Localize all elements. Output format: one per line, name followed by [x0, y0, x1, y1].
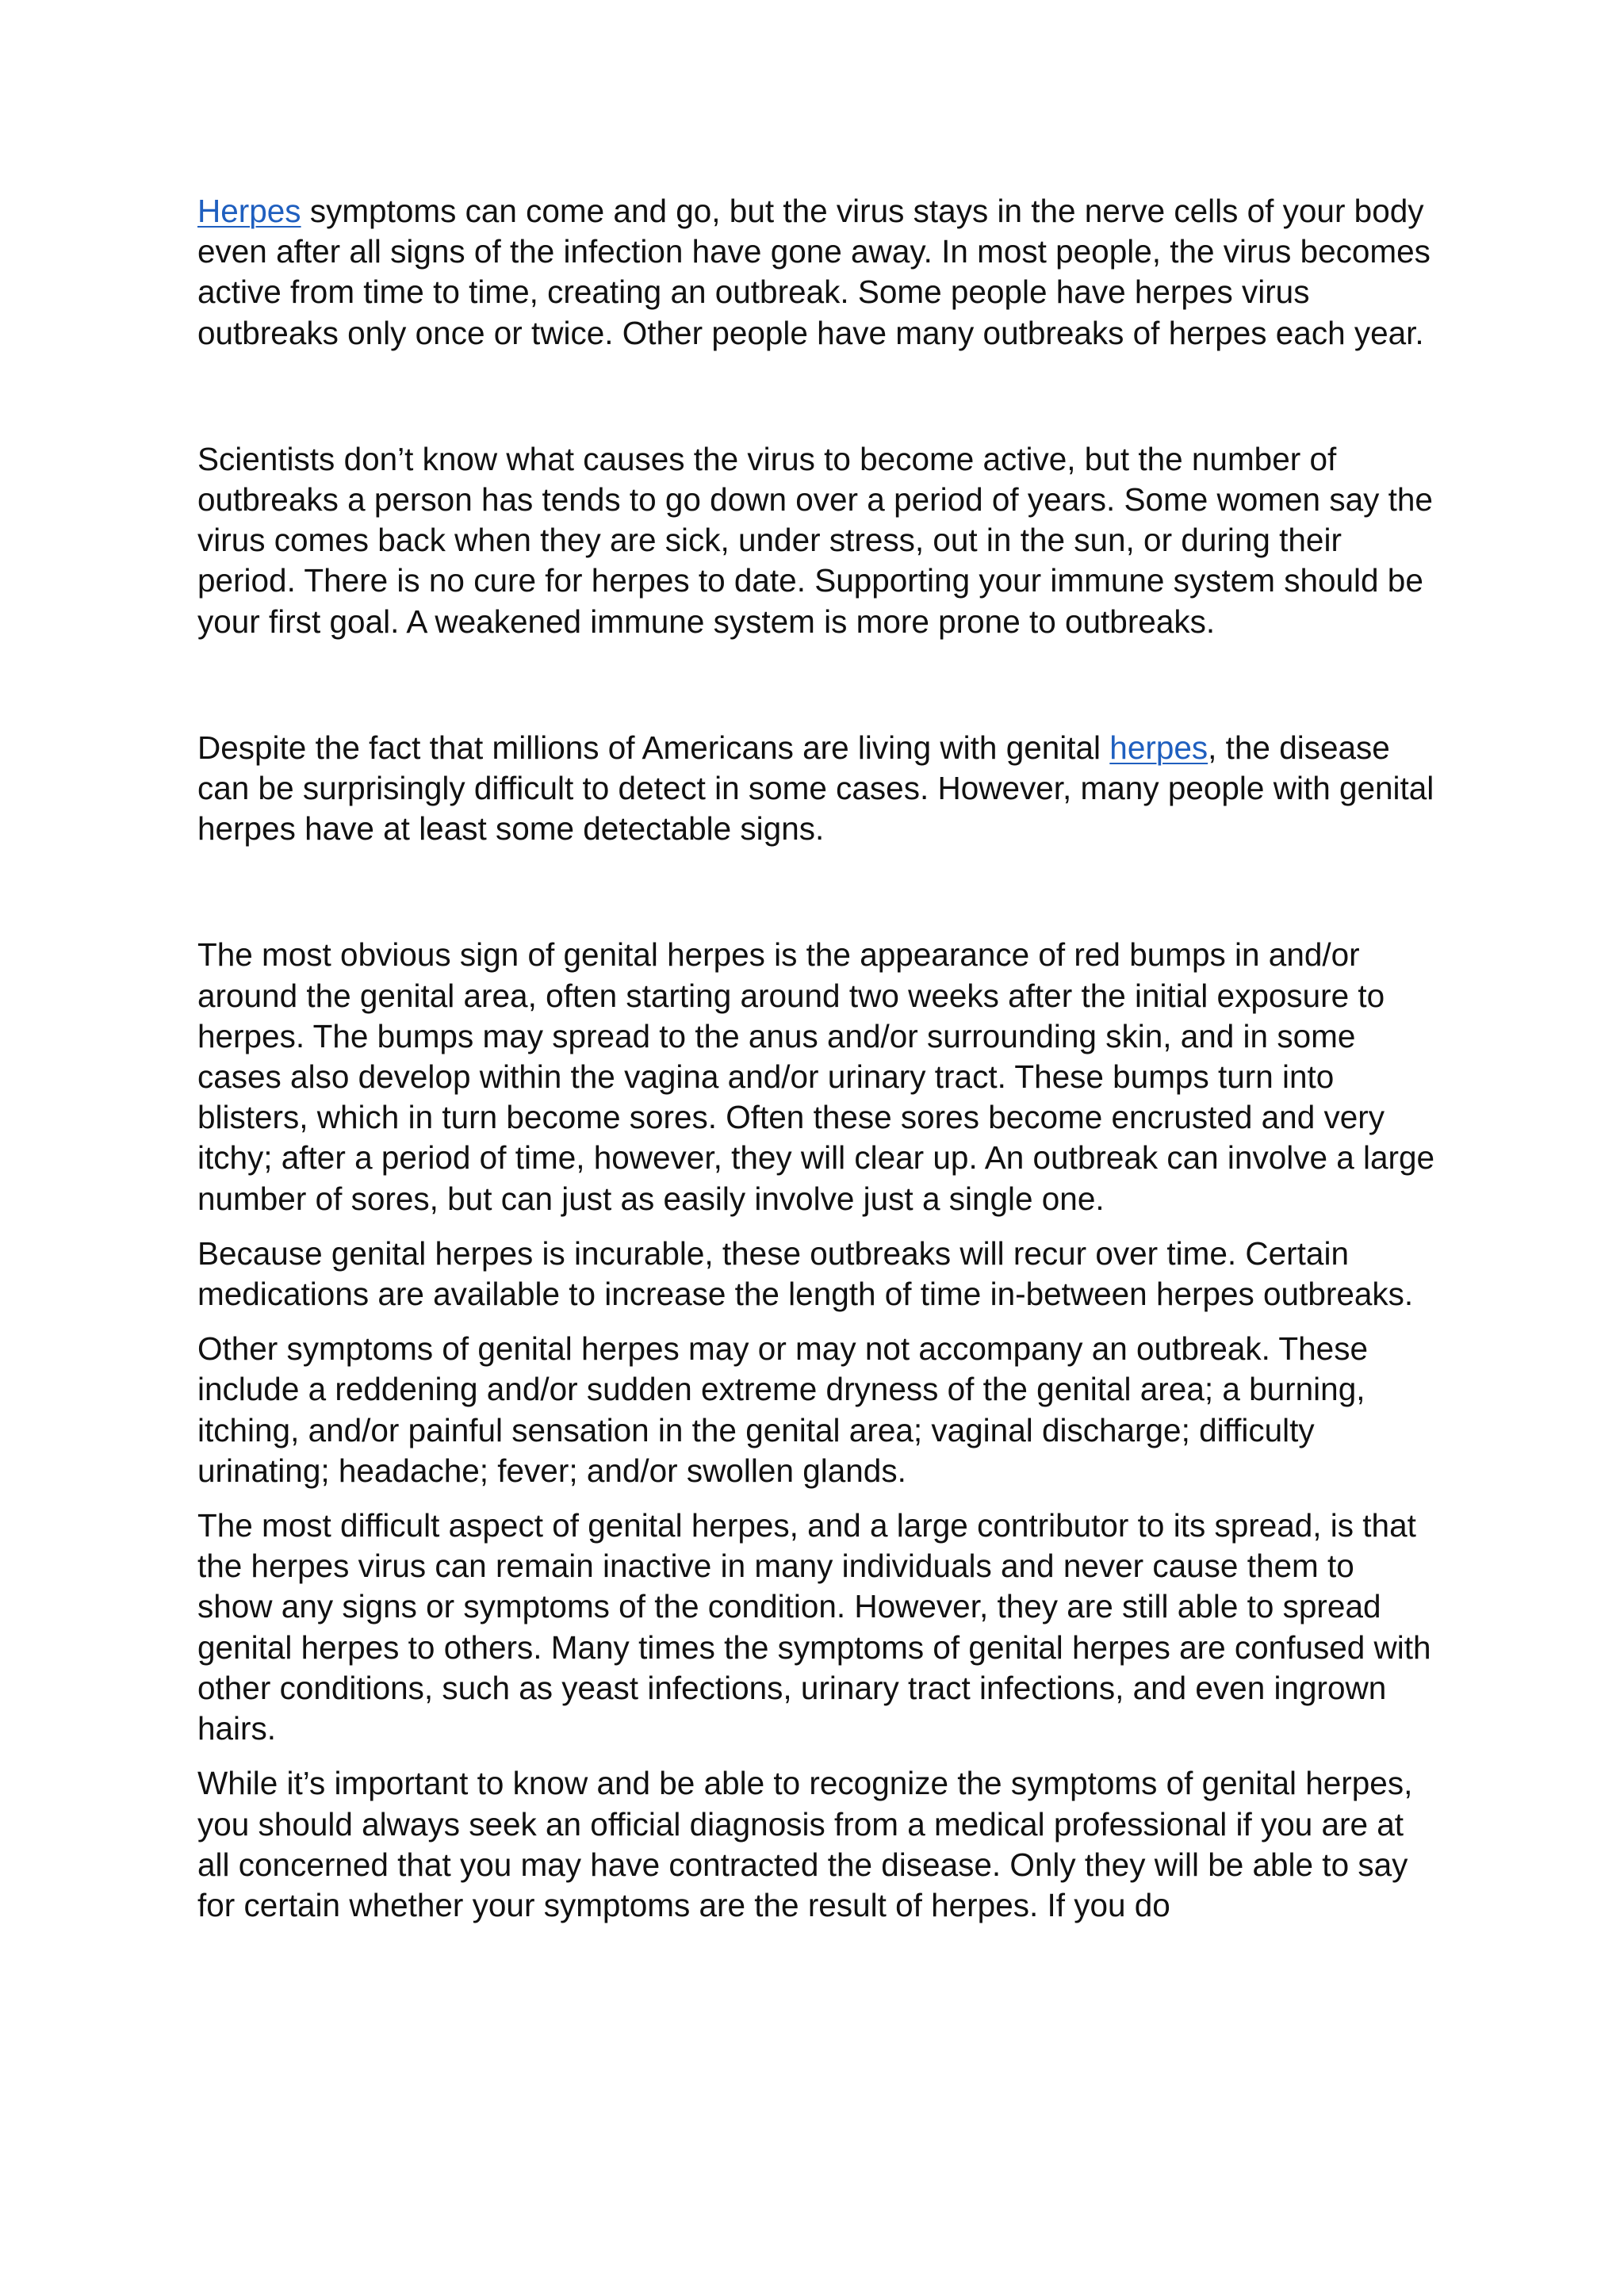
paragraph-8-text: While it’s important to know and be able to recognize the symptoms of genital herpes, you should always seek an official diagnosis from a medical professional if you are at all concerned that you may have contracted the disease. Only they will be able to say for certain whether your symptoms are the result of herpes. If you do: [197, 1765, 1413, 1923]
paragraph-7-text: The most difficult aspect of genital herpes, and a large contributor to its spread, is that the herpes virus can remain inactive in many individuals and never cause them to show any signs or symptoms of the condition. However, they are still able to spread genital herpes to others. Many times the symptoms of genital herpes are confused with other conditions, such as yeast infections, urinary tract infections, and even ingrown hairs.: [197, 1507, 1431, 1747]
paragraph-4-text: The most obvious sign of genital herpes is the appearance of red bumps in and/or around the genital area, often starting around two weeks after the initial exposure to herpes. The bumps may spread to the anus and/or surrounding skin, and in some cases also develop within the vagina and/or urinary tract. These bumps turn into blisters, which in turn become sores. Often these sores become encrusted and very itchy; after a period of time, however, they will clear up. An outbreak can involve a large number of sores, but can just as easily involve just a single one.: [197, 936, 1435, 1217]
paragraph-spacer: [197, 1749, 1436, 1763]
paragraph-2-text: Scientists don’t know what causes the virus to become active, but the number of outbreaks a person has tends to go down over a period of years. Some women say the virus comes back when they are sick, under stress, out in the sun, or during their period. There is no cure for herpes to date. Supporting your immune system should be your first goal. A weakened immune system is more prone to outbreaks.: [197, 440, 1433, 640]
paragraph-spacer: [197, 1314, 1436, 1329]
paragraph-spacer: [197, 642, 1436, 728]
paragraph-3: [197, 728, 1436, 850]
paragraph-1: [197, 191, 1436, 354]
paragraph-5-text: Because genital herpes is incurable, these outbreaks will recur over time. Certain medications are available to increase the length of time in-between herpes outbreaks.: [197, 1234, 1414, 1313]
paragraph-spacer: [197, 1219, 1436, 1234]
paragraph-5: [197, 1234, 1436, 1314]
paragraph-2: [197, 439, 1436, 642]
herpes-link[interactable]: Herpes: [197, 193, 301, 229]
paragraph-7: [197, 1506, 1436, 1749]
document-body: [197, 191, 1436, 1926]
paragraph-6: [197, 1329, 1436, 1491]
paragraph-1-text: symptoms can come and go, but the virus stays in the nerve cells of your body even after all signs of the infection have gone away. In most people, the virus becomes active from time to time, creating an outbreak. Some people have herpes virus outbreaks only once or twice. Other people have many outbreaks of herpes each year.: [197, 193, 1431, 351]
paragraph-4: [197, 935, 1436, 1219]
paragraph-8: [197, 1763, 1436, 1926]
paragraph-spacer: [197, 1491, 1436, 1506]
herpes-link[interactable]: herpes: [1109, 729, 1208, 766]
paragraph-3-text-end: , the disease can be surprisingly difficult to detect in some cases. However, many people with genital herpes have at least some detectable signs.: [197, 729, 1434, 848]
paragraph-3-text-start: Despite the fact that millions of Americans are living with genital: [197, 729, 1110, 766]
paragraph-spacer: [197, 354, 1436, 439]
paragraph-6-text: Other symptoms of genital herpes may or may not accompany an outbreak. These include a reddening and/or sudden extreme dryness of the genital area; a burning, itching, and/or painful sensation in the genital area; vaginal discharge; difficulty urinating; headache; fever; and/or swollen glands.: [197, 1330, 1368, 1489]
paragraph-spacer: [197, 849, 1436, 935]
